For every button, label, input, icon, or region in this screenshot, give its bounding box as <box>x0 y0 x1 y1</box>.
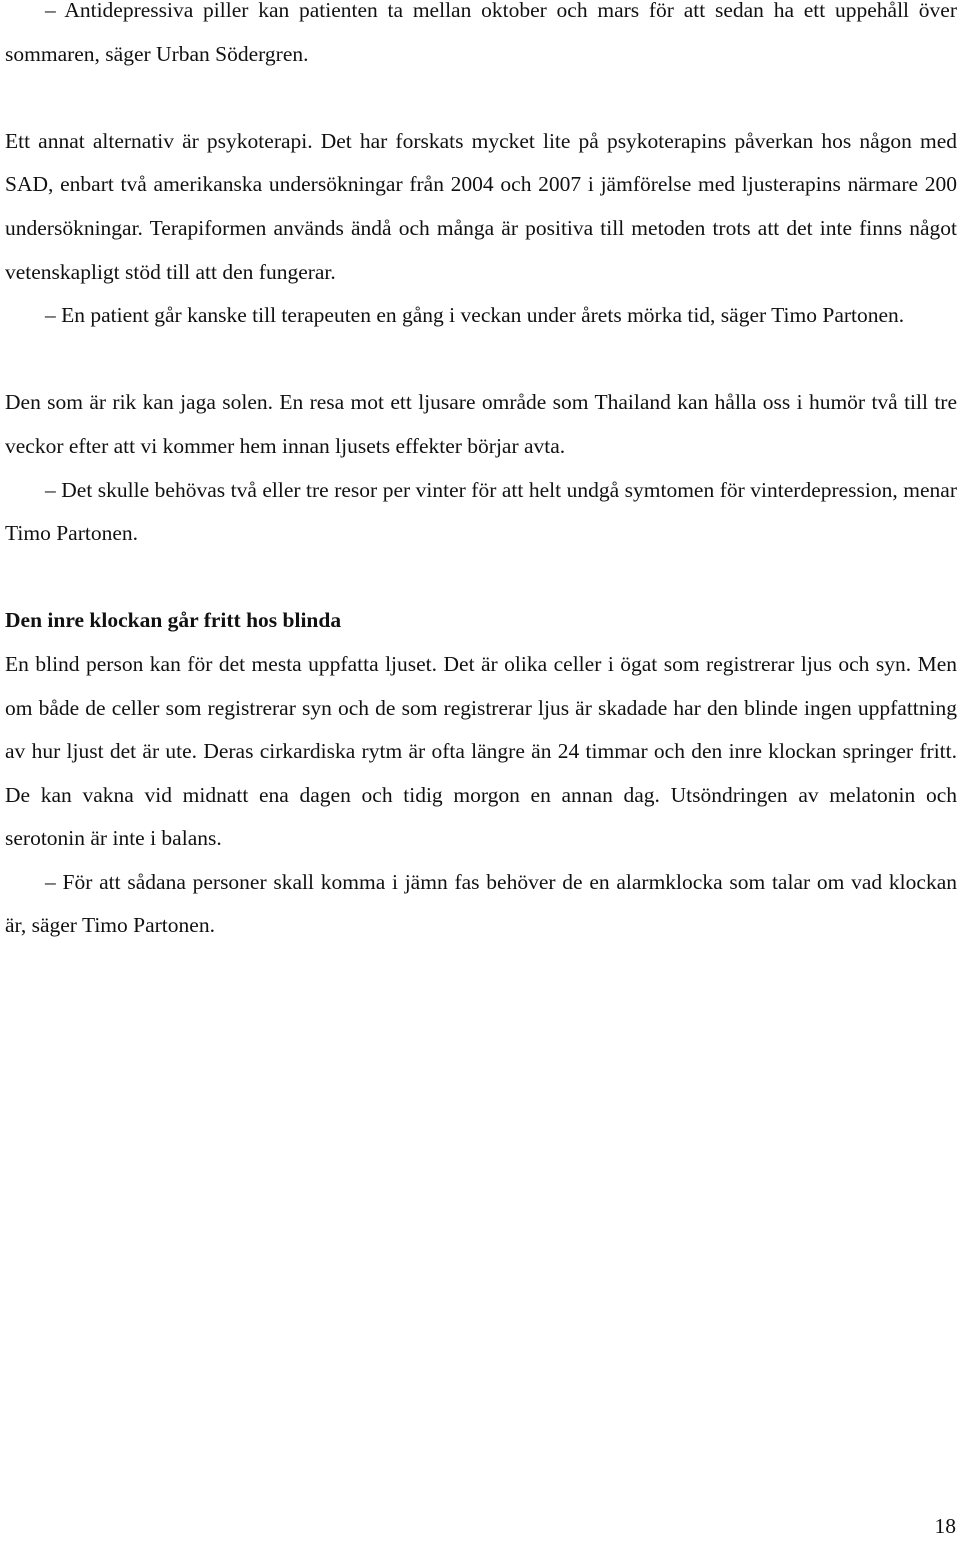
blank-line <box>5 338 957 382</box>
body-paragraph-blind: En blind person kan för det mesta uppfatta ljuset. Det är olika celler i ögat som registrerar ljus och syn. Men om både de celler som registrerar syn och de som registrerar ljus är skadade har den blinde ingen uppfattning av hur ljust det är ute. Deras cirkardiska rytm är ofta längre än 24 timmar och den inre klockan springer fritt. De kan vakna vid midnatt ena dagen och tidig morgon en annan dag. Utsöndringen av melatonin och serotonin är inte i balans. <box>5 651 957 851</box>
body-paragraph-travel: Den som är rik kan jaga solen. En resa mot ett ljusare område som Thailand kan hålla oss i humör två till tre veckor efter att vi kommer hem innan ljusets effekter börjar avta. <box>5 390 957 458</box>
quote-paragraph-partonen-travel: – Det skulle behövas två eller tre resor per vinter för att helt undgå symtomen för vinterdepression, menar Timo Partonen. <box>5 477 957 546</box>
quote-paragraph-partonen-alarm: – För att sådana personer skall komma i jämn fas behöver de en alarmklocka som talar om vad klockan är, säger Timo Partonen. <box>5 869 957 938</box>
blank-line <box>5 556 957 600</box>
quote-paragraph-partonen-therapy: – En patient går kanske till terapeuten en gång i veckan under årets mörka tid, säger Timo Partonen. <box>45 303 905 328</box>
page-number: 18 <box>934 1514 956 1538</box>
section-heading: Den inre klockan går fritt hos blinda <box>5 608 342 633</box>
quote-paragraph-sodergren: – Antidepressiva piller kan patienten ta mellan oktober och mars för att sedan ha ett uppehåll över sommaren, säger Urban Södergren. <box>5 0 957 66</box>
blank-line <box>5 76 957 120</box>
body-paragraph-psychotherapy: Ett annat alternativ är psykoterapi. Det har forskats mycket lite på psykoterapins påverkan hos någon med SAD, enbart två amerikanska undersökningar från 2004 och 2007 i jämförelse med ljusterapins närmare 200 undersökningar. Terapiformen används ändå och många är positiva till metoden trots att det inte finns något vetenskapligt stöd till att den fungerar. <box>5 128 957 284</box>
document-page <box>5 0 957 948</box>
